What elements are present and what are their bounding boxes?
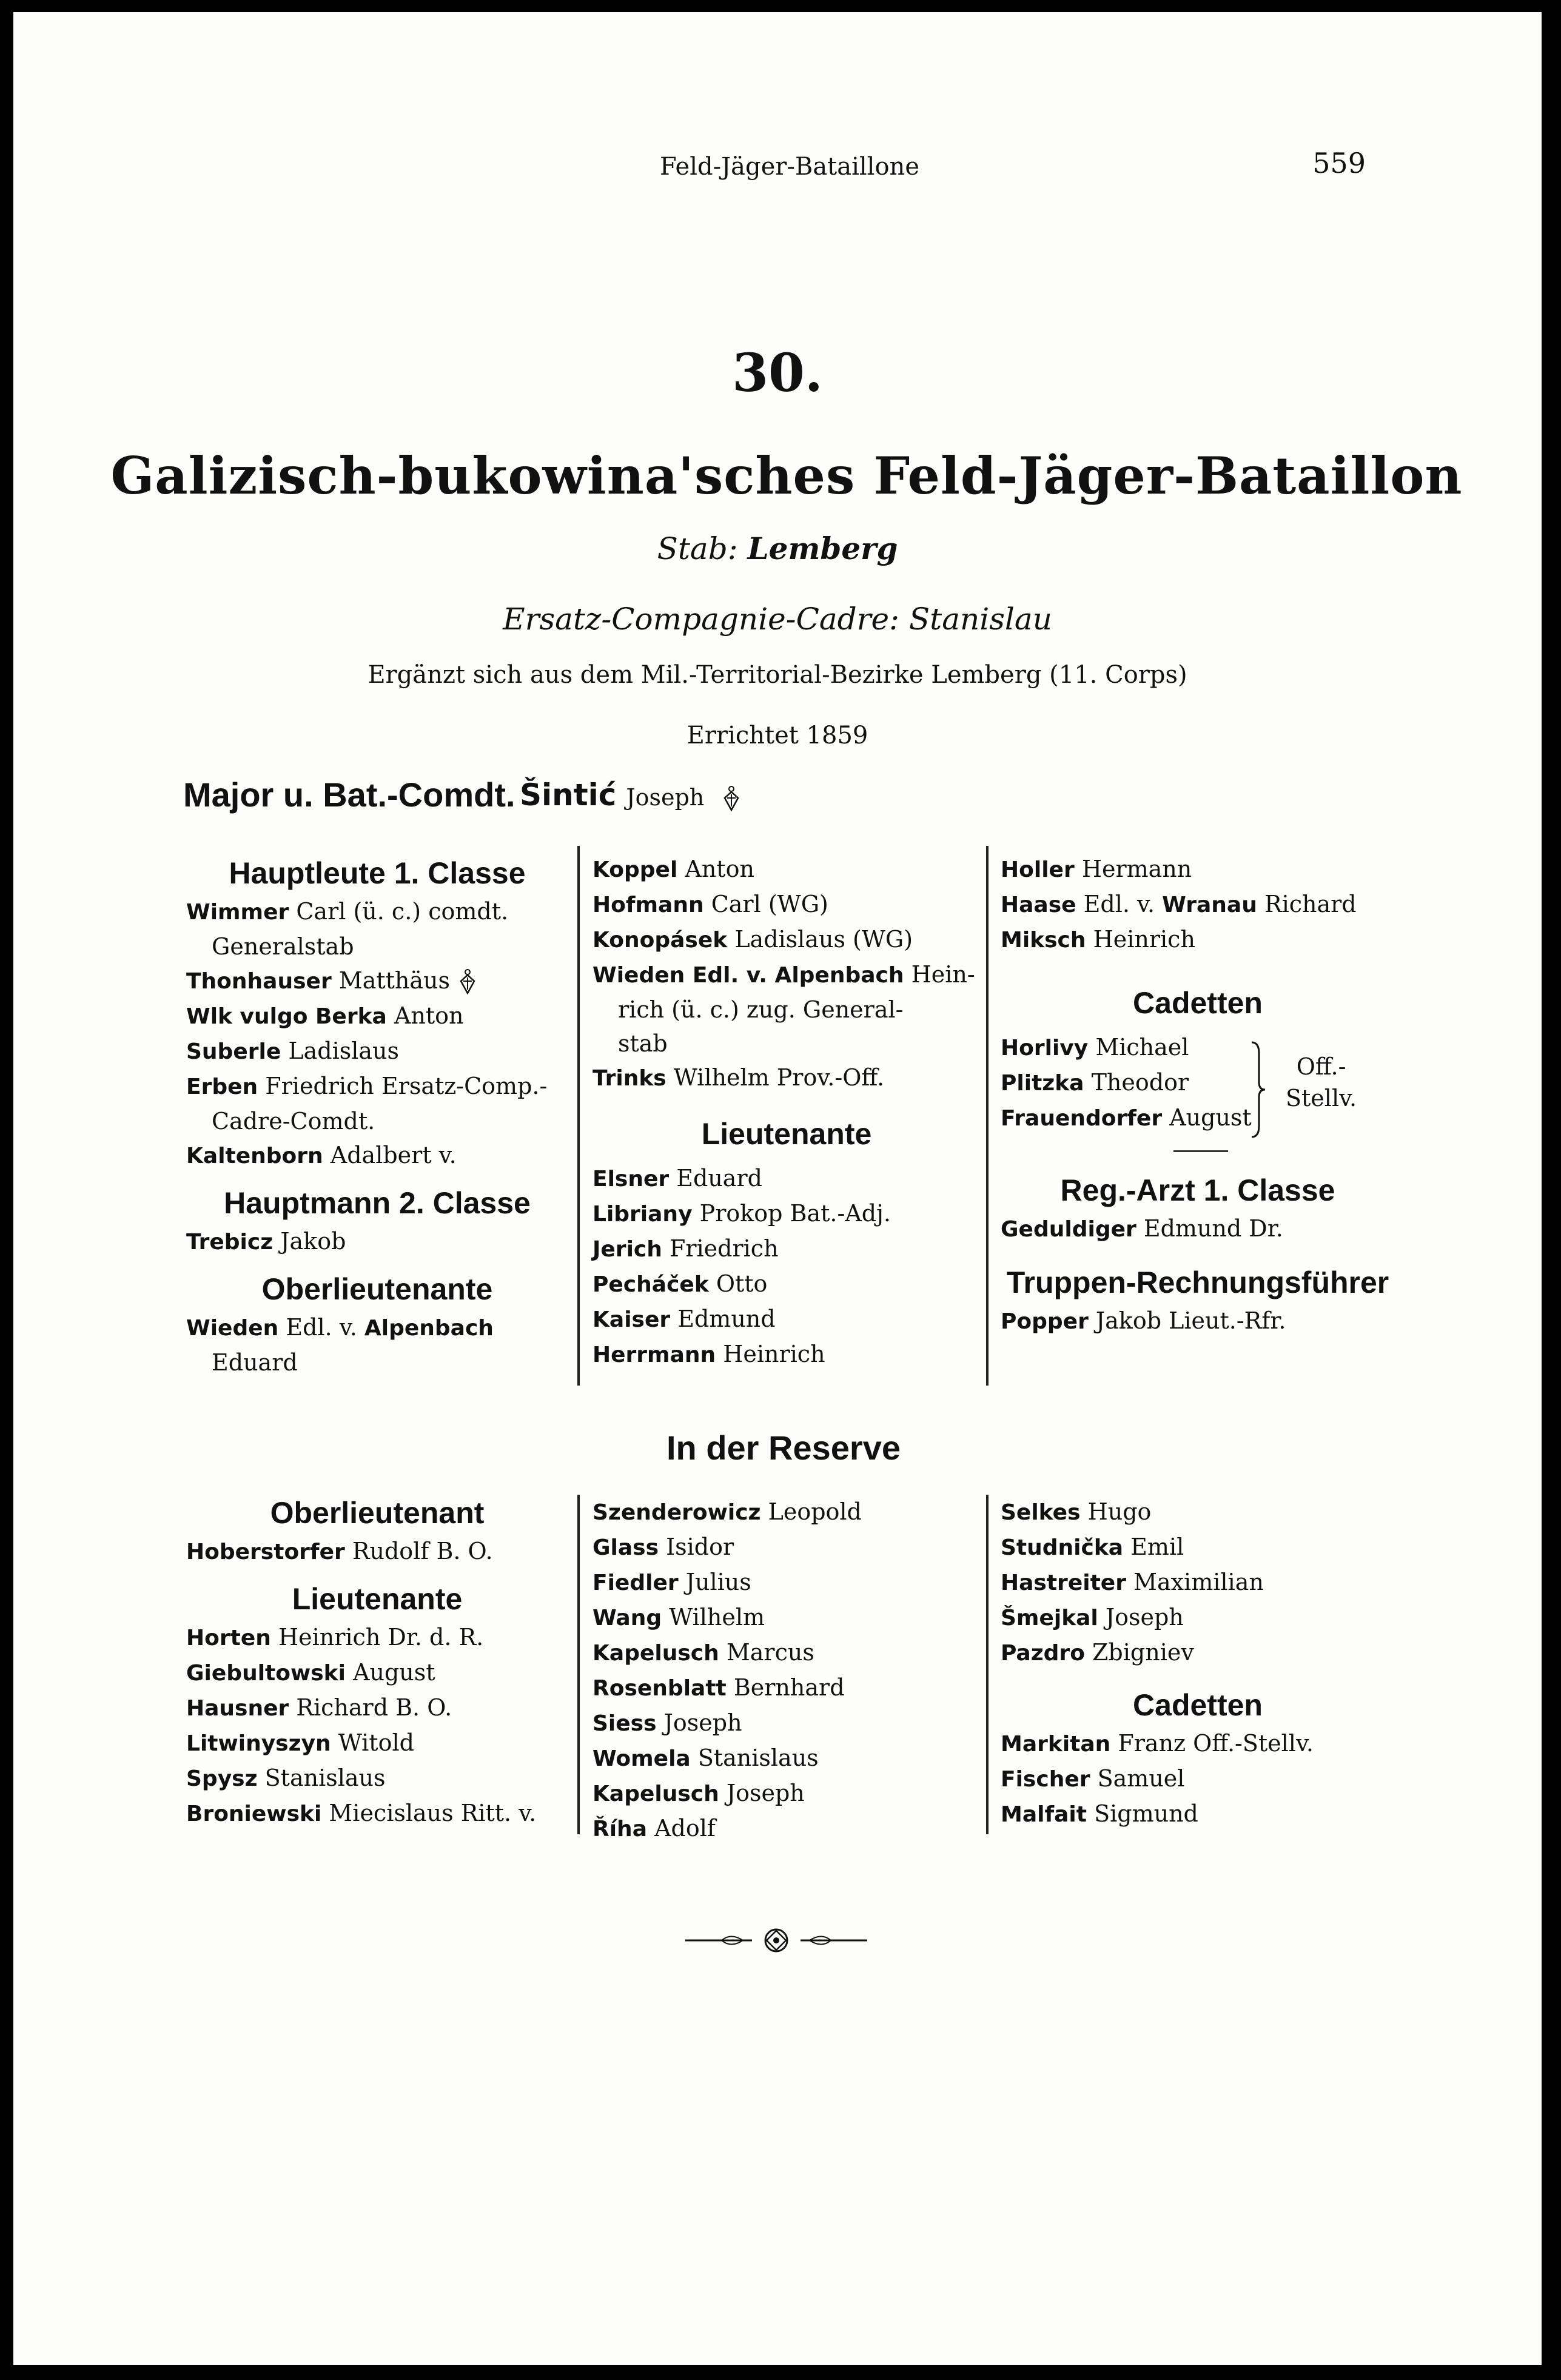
roster-entry bbox=[1001, 1304, 1395, 1339]
entry-surname: Jerich bbox=[593, 1237, 662, 1262]
entry-surname: Erben bbox=[186, 1074, 258, 1099]
established-line: Errichtet 1859 bbox=[687, 722, 868, 749]
entry-details: Prokop Bat.-Adj. bbox=[699, 1200, 891, 1227]
entry-surname: Litwinyszyn bbox=[186, 1731, 331, 1756]
roster-entry bbox=[593, 1232, 981, 1267]
document-page bbox=[13, 12, 1542, 2365]
column-divider bbox=[577, 1495, 580, 1834]
commander-given: Joseph bbox=[626, 784, 705, 811]
active-column-3 bbox=[1001, 852, 1395, 1339]
entry-surname: Říha bbox=[593, 1817, 647, 1842]
roster-entry bbox=[1001, 852, 1395, 887]
entry-details: Witold bbox=[338, 1729, 414, 1756]
commander-surname: Šintić bbox=[520, 777, 617, 813]
entry-continuation: stab bbox=[618, 1030, 668, 1057]
entry-surname: Hofmann bbox=[593, 893, 704, 917]
entry-surname: Koppel bbox=[593, 857, 678, 882]
roster-entry bbox=[1001, 1762, 1395, 1797]
roster-entry bbox=[593, 1061, 981, 1096]
section-heading-oberlieutenante: Oberlieutenante bbox=[261, 1272, 493, 1306]
entry-surname: Hoberstorfer bbox=[186, 1540, 345, 1564]
roster-entry bbox=[1001, 887, 1395, 922]
supplement-line: Ergänzt sich aus dem Mil.-Territorial-Bezirke Lemberg (11. Corps) bbox=[368, 661, 1187, 689]
entry-surname: Markitan bbox=[1001, 1732, 1111, 1757]
roster-entry bbox=[593, 922, 981, 957]
entry-details: Stanislaus bbox=[697, 1745, 819, 1771]
roster-entry bbox=[593, 1337, 981, 1372]
stab-label: Stab: bbox=[657, 531, 738, 566]
entry-surname: Trebicz bbox=[186, 1230, 274, 1255]
entry-details: August bbox=[353, 1659, 435, 1686]
entry-details: Zbigniev bbox=[1092, 1639, 1194, 1666]
section-heading-hauptleute: Hauptleute 1. Classe bbox=[229, 856, 526, 890]
entry-details: Emil bbox=[1130, 1534, 1184, 1560]
entry-surname: Selkes bbox=[1001, 1500, 1081, 1525]
roster-entry bbox=[593, 1196, 981, 1232]
entry-surname: Szenderowicz bbox=[593, 1500, 761, 1525]
section-heading-cadetten: Cadetten bbox=[1133, 986, 1263, 1020]
entry-surname: Wieden bbox=[186, 1316, 279, 1341]
entry-surname: Wieden Edl. v. Alpenbach bbox=[593, 963, 904, 988]
entry-details: Edmund bbox=[677, 1306, 776, 1332]
ersatz-line bbox=[13, 602, 1542, 637]
military-merit-cross-icon bbox=[458, 969, 477, 994]
entry-details: Friedrich Ersatz-Comp.- bbox=[265, 1073, 548, 1099]
stab-line bbox=[13, 531, 1542, 566]
entry-surname: Siess bbox=[593, 1711, 657, 1736]
entry-details: Edl. v. bbox=[286, 1314, 357, 1341]
roster-entry bbox=[593, 1635, 981, 1671]
entry-details: Sigmund bbox=[1094, 1800, 1198, 1827]
entry-surname: Hastreiter bbox=[1001, 1570, 1126, 1595]
roster-entry bbox=[186, 1224, 568, 1259]
reserve-column-2 bbox=[593, 1495, 981, 1846]
entry-details: Edmund Dr. bbox=[1143, 1215, 1283, 1242]
roster-entry bbox=[593, 1811, 981, 1846]
entry-details: Hermann bbox=[1081, 856, 1192, 882]
entry-surname: Malfait bbox=[1001, 1802, 1087, 1827]
column-divider bbox=[986, 846, 989, 1386]
roster-entry bbox=[593, 1600, 981, 1635]
roster-entry bbox=[1001, 1212, 1395, 1247]
entry-continuation: Generalstab bbox=[212, 933, 354, 960]
entry-details: Ladislaus (WG) bbox=[734, 926, 913, 953]
entry-surname: Kapelusch bbox=[593, 1641, 719, 1666]
active-column-2 bbox=[593, 852, 981, 1372]
brace-icon bbox=[1250, 1041, 1266, 1138]
entry-surname: Horlivy bbox=[1001, 1036, 1089, 1061]
entry-surname: Alpenbach bbox=[364, 1316, 494, 1341]
entry-surname: Broniewski bbox=[186, 1802, 322, 1826]
roster-entry bbox=[1001, 1565, 1395, 1600]
entry-details: Joseph bbox=[663, 1709, 742, 1736]
entry-details: Edl. v. bbox=[1083, 891, 1155, 917]
roster-entry bbox=[186, 999, 568, 1034]
roster-entry bbox=[1001, 1495, 1395, 1530]
roster-entry bbox=[593, 852, 981, 887]
entry-details: Joseph bbox=[726, 1780, 805, 1806]
entry-details: Eduard bbox=[676, 1165, 762, 1192]
roster-entry bbox=[1001, 1600, 1395, 1635]
roster-entry bbox=[593, 1495, 981, 1530]
entry-surname: Rosenblatt bbox=[593, 1676, 727, 1701]
entry-surname: Fischer bbox=[1001, 1767, 1090, 1792]
entry-surname: Frauendorfer bbox=[1001, 1106, 1163, 1131]
cadet-note-line: Stellv. bbox=[1286, 1085, 1357, 1111]
entry-details: Maximilian bbox=[1133, 1569, 1264, 1595]
entry-details: Franz Off.-Stellv. bbox=[1118, 1730, 1314, 1757]
roster-entry bbox=[186, 964, 568, 999]
roster-entry bbox=[593, 1161, 981, 1196]
entry-details: Miecislaus Ritt. v. bbox=[329, 1800, 537, 1826]
roster-entry bbox=[593, 1267, 981, 1302]
entry-surname: Libriany bbox=[593, 1202, 693, 1227]
entry-surname: Miksch bbox=[1001, 928, 1086, 953]
roster-entry bbox=[186, 1069, 568, 1104]
running-title: Feld-Jäger-Bataillone bbox=[659, 153, 919, 181]
entry-details: Adalbert v. bbox=[330, 1142, 457, 1168]
roster-entry bbox=[593, 887, 981, 922]
roster-entry bbox=[593, 1530, 981, 1565]
entry-surname: Womela bbox=[593, 1746, 691, 1771]
entry-details: Michael bbox=[1095, 1034, 1189, 1061]
entry-surname: Haase bbox=[1001, 893, 1076, 917]
section-heading-lieutenante: Lieutenante bbox=[292, 1582, 463, 1616]
entry-details: Matthäus bbox=[338, 967, 451, 994]
reserve-column-1 bbox=[186, 1492, 568, 1831]
column-divider bbox=[986, 1495, 989, 1834]
entry-details: Heinrich bbox=[723, 1341, 825, 1367]
ersatz-label: Ersatz-Compagnie-Cadre: bbox=[503, 602, 899, 637]
entry-details: Otto bbox=[716, 1270, 768, 1297]
entry-details: Carl (ü. c.) comdt. bbox=[296, 898, 509, 925]
entry-details: Isidor bbox=[666, 1534, 734, 1560]
entry-surname: Suberle bbox=[186, 1039, 281, 1064]
commander-name bbox=[520, 777, 740, 813]
cadet-note-line: Off.- bbox=[1296, 1053, 1346, 1080]
roster-entry bbox=[186, 1138, 568, 1173]
entry-continuation: rich (ü. c.) zug. General- bbox=[618, 996, 904, 1023]
page-number: 559 bbox=[1312, 147, 1366, 179]
roster-entry bbox=[186, 1620, 568, 1655]
entry-details: Leopold bbox=[768, 1498, 862, 1525]
active-column-1 bbox=[186, 852, 568, 1379]
commander-rank: Major u. Bat.-Comdt. bbox=[183, 776, 515, 814]
roster-entry bbox=[593, 1671, 981, 1706]
entry-details: Jakob Lieut.-Rfr. bbox=[1095, 1307, 1286, 1334]
entry-details: Heinrich bbox=[1093, 926, 1195, 953]
entry-surname: Plitzka bbox=[1001, 1071, 1084, 1096]
entry-details: Wilhelm bbox=[669, 1604, 765, 1631]
entry-surname: Konopásek bbox=[593, 928, 728, 953]
roster-entry bbox=[186, 1691, 568, 1726]
cadet-note bbox=[1286, 1051, 1357, 1114]
entry-surname: Pazdro bbox=[1001, 1641, 1085, 1666]
roster-entry bbox=[1001, 1726, 1395, 1762]
entry-surname: Kapelusch bbox=[593, 1782, 719, 1806]
entry-details: Marcus bbox=[726, 1639, 814, 1666]
entry-surname: Fiedler bbox=[593, 1570, 679, 1595]
section-heading-oberlieutenant: Oberlieutenant bbox=[270, 1496, 485, 1530]
roster-entry bbox=[1001, 1797, 1395, 1832]
roster-entry bbox=[593, 1706, 981, 1741]
entry-details: Hugo bbox=[1087, 1498, 1152, 1525]
entry-details: Hein- bbox=[911, 961, 975, 988]
entry-details: Stanislaus bbox=[264, 1765, 386, 1791]
stab-place: Lemberg bbox=[747, 531, 898, 566]
entry-details: Richard bbox=[1264, 891, 1357, 917]
roster-entry bbox=[186, 1796, 568, 1831]
entry-surname: Geduldiger bbox=[1001, 1217, 1136, 1242]
entry-details: Samuel bbox=[1097, 1765, 1185, 1792]
roster-entry bbox=[593, 1776, 981, 1811]
entry-surname: Šmejkal bbox=[1001, 1606, 1098, 1631]
divider-line bbox=[1173, 1150, 1228, 1152]
roster-entry bbox=[186, 1310, 568, 1346]
section-heading-arzt: Reg.-Arzt 1. Classe bbox=[1060, 1173, 1335, 1207]
entry-surname: Thonhauser bbox=[186, 969, 332, 994]
entry-details: Ladislaus bbox=[288, 1037, 400, 1064]
entry-surname: Giebultowski bbox=[186, 1661, 346, 1686]
section-heading-rechnungsfuehrer: Truppen-Rechnungsführer bbox=[1006, 1265, 1389, 1299]
entry-surname: Hausner bbox=[186, 1696, 289, 1721]
roster-entry bbox=[186, 1761, 568, 1796]
entry-surname: Spysz bbox=[186, 1766, 258, 1791]
entry-surname: Elsner bbox=[593, 1167, 670, 1192]
entry-surname: Herrmann bbox=[593, 1343, 716, 1367]
ersatz-place: Stanislau bbox=[908, 602, 1052, 637]
roster-entry bbox=[186, 894, 568, 930]
decorative-ornament-icon bbox=[685, 1925, 867, 1956]
entry-details: Joseph bbox=[1105, 1604, 1184, 1631]
entry-surname: Wimmer bbox=[186, 900, 289, 925]
entry-continuation: Cadre-Comdt. bbox=[212, 1108, 375, 1135]
entry-details: Anton bbox=[685, 856, 754, 882]
entry-surname: Holler bbox=[1001, 857, 1075, 882]
reserve-heading: In der Reserve bbox=[666, 1429, 901, 1467]
roster-entry bbox=[186, 1726, 568, 1761]
column-divider bbox=[577, 846, 580, 1386]
entry-surname: Studnička bbox=[1001, 1535, 1124, 1560]
roster-entry bbox=[593, 1565, 981, 1600]
entry-surname: Wang bbox=[593, 1606, 662, 1631]
entry-details: Carl (WG) bbox=[711, 891, 828, 917]
entry-details: Jakob bbox=[280, 1228, 346, 1255]
entry-surname: Kaltenborn bbox=[186, 1144, 323, 1168]
entry-details: Friedrich bbox=[669, 1235, 779, 1262]
entry-details: Bernhard bbox=[733, 1674, 845, 1701]
roster-entry bbox=[186, 1534, 568, 1569]
entry-details: Anton bbox=[394, 1002, 464, 1029]
entry-details: Wilhelm Prov.-Off. bbox=[673, 1064, 885, 1091]
section-heading-hauptmann: Hauptmann 2. Classe bbox=[224, 1186, 531, 1220]
battalion-number: 30. bbox=[732, 343, 823, 404]
entry-surname: Popper bbox=[1001, 1309, 1089, 1334]
military-merit-cross-icon bbox=[722, 786, 740, 811]
roster-entry bbox=[186, 1655, 568, 1691]
entry-details: August bbox=[1169, 1104, 1252, 1131]
cadet-group bbox=[1001, 1030, 1395, 1136]
entry-surname: Wlk vulgo Berka bbox=[186, 1004, 387, 1029]
battalion-title: Galizisch-bukowina'sches Feld-Jäger-Bataillon bbox=[110, 446, 1463, 506]
entry-surname: Horten bbox=[186, 1626, 271, 1651]
reserve-column-3 bbox=[1001, 1495, 1395, 1832]
entry-details: Richard B. O. bbox=[296, 1694, 452, 1721]
entry-continuation: Eduard bbox=[212, 1349, 298, 1376]
roster-entry bbox=[593, 1302, 981, 1337]
entry-details: Heinrich Dr. d. R. bbox=[278, 1624, 484, 1651]
entry-details: Adolf bbox=[654, 1815, 716, 1842]
entry-surname: Glass bbox=[593, 1535, 659, 1560]
roster-entry bbox=[1001, 1530, 1395, 1565]
entry-details: Julius bbox=[685, 1569, 751, 1595]
entry-details: Rudolf B. O. bbox=[352, 1538, 493, 1564]
entry-surname: Pecháček bbox=[593, 1272, 709, 1297]
section-heading-cadetten: Cadetten bbox=[1133, 1688, 1263, 1722]
section-heading-lieutenante: Lieutenante bbox=[701, 1117, 872, 1151]
entry-surname: Wranau bbox=[1162, 893, 1257, 917]
roster-entry bbox=[1001, 922, 1395, 957]
roster-entry bbox=[593, 957, 981, 993]
roster-entry bbox=[186, 1034, 568, 1069]
roster-entry bbox=[593, 1741, 981, 1776]
entry-details: Theodor bbox=[1091, 1069, 1189, 1096]
entry-surname: Kaiser bbox=[593, 1307, 671, 1332]
entry-surname: Trinks bbox=[593, 1066, 666, 1091]
roster-entry bbox=[1001, 1635, 1395, 1671]
